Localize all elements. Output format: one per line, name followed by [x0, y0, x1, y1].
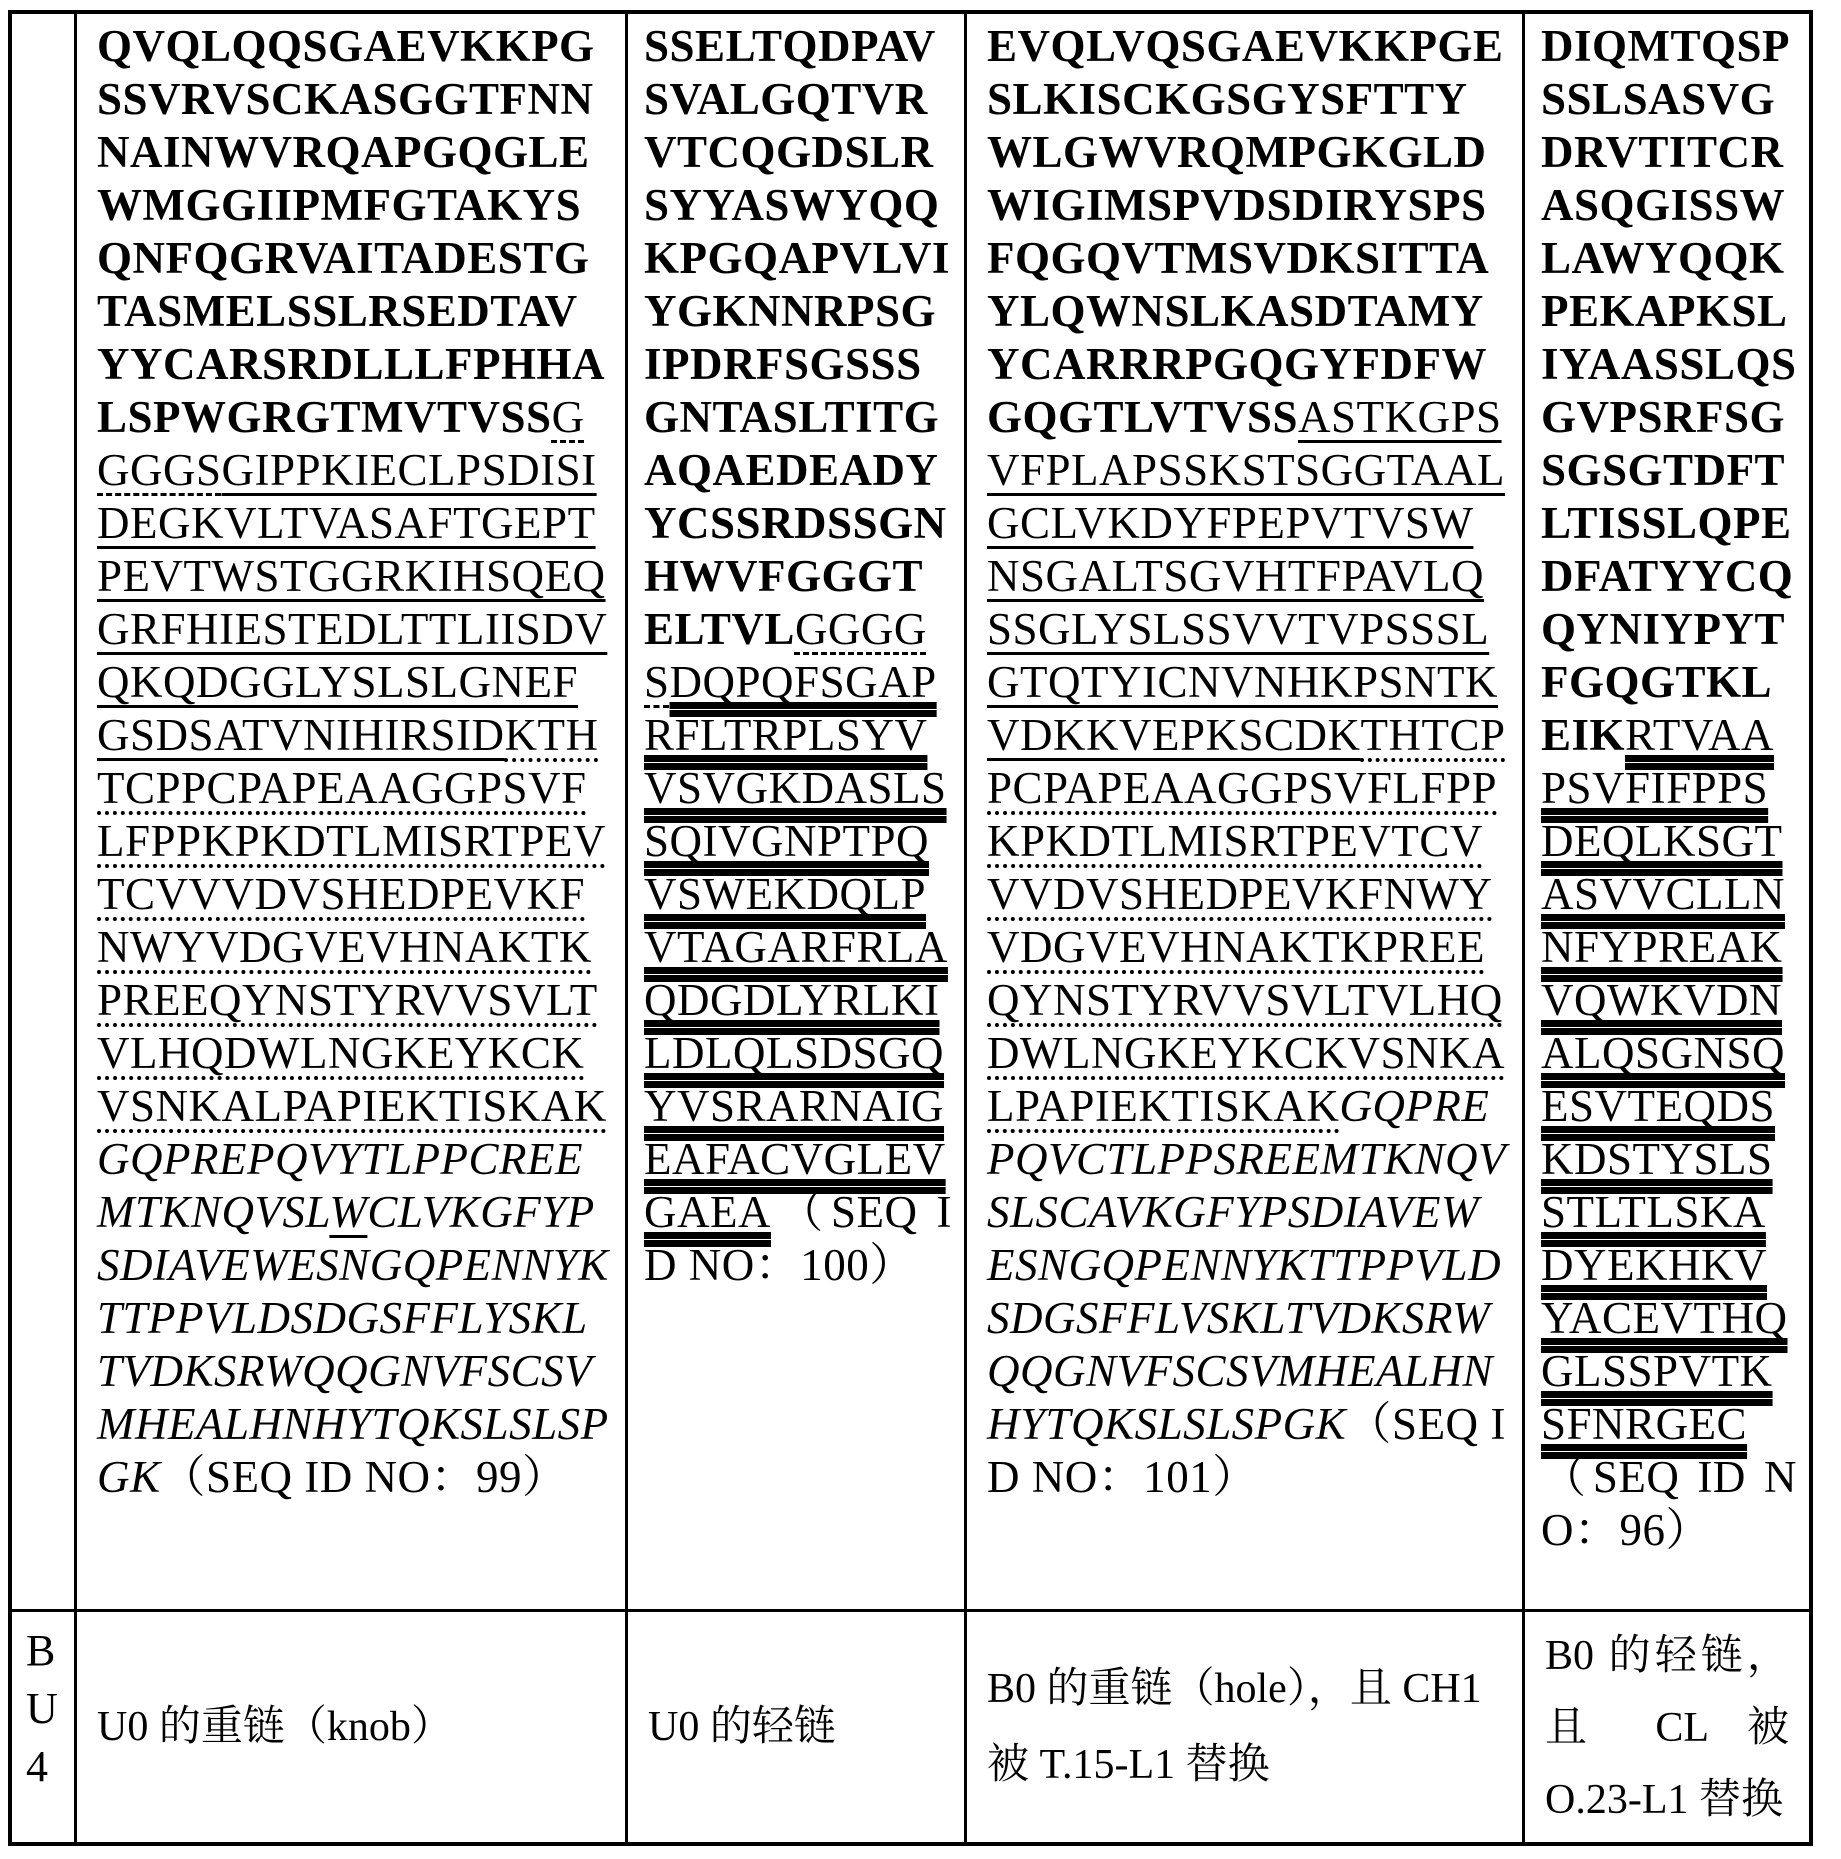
- description-heavy-hole: B0 的重链（hole），且 CH1 被 T.15-L1 替换: [987, 1666, 1482, 1788]
- row-label-cell: [12, 1612, 77, 1842]
- description-light-u0: U0 的轻链: [648, 1704, 836, 1750]
- sequence-cell-heavy-hole: [967, 14, 1525, 1612]
- sequence-cell-light-b0: [1525, 14, 1809, 1612]
- row-label-char-b: B: [26, 1626, 56, 1675]
- description-cell-light-u0: [628, 1612, 967, 1842]
- sequence-text-light-u0: SSELTQDPAVSVALGQTVRVTCQGDSLRSYYASWYQQKPGQAPVLVIYGKNNRPSGIPDRFSGSSSGNTASLTITGAQAEDEADYYCSSRDSSGNHWVFGGGTELTVLGGGGSDQPQFSGAPRFLTRPLSYVVSVGKDASLSSQIVGNPTPQVSWEKDQLPVTAGARFRLAQDGDLYRLKILDLQLSDSGQYVSRARNAIGEAFACVGLEVGAEA（SEQ ID NO：100）: [644, 21, 952, 1290]
- row-label-char-4: 4: [26, 1742, 48, 1791]
- description-heavy-knob: U0 的重链（knob）: [97, 1704, 453, 1750]
- row-label-spacer-cell: [12, 14, 77, 1612]
- description-light-b0: B0 的轻链，且 CL 被 O.23-L1 替换: [1545, 1633, 1789, 1823]
- description-cell-heavy-hole: [967, 1612, 1525, 1842]
- description-cell-light-b0: [1525, 1612, 1809, 1842]
- sequence-table: [8, 10, 1813, 1846]
- sequence-text-heavy-knob: QVQLQQSGAEVKKPGSSVRVSCKASGGTFNNNAINWVRQAPGQGLEWMGGIIPMFGTAKYSQNFQGRVAITADESTGTASMELSSLRSEDTAVYYCARSRDLLLFPHHALSPWGRGTMVTVSSGGGGSGIPPKIECLPSDISIDEGKVLTVASAFTGEPTPEVTWSTGGRKIHSQEQGRFHIESTEDLTTLIISDVQKQDGGLYSLSLGNEFGSDSATVNIHIRSIDKTHTCPPCPAPEAAGGPSVFLFPPKPKDTLMISRTPEVTCVVVDVSHEDPEVKFNWYVDGVEVHNAKTKPREEQYNSTYRVVSVLTVLHQDWLNGKEYKCKVSNKALPAPIEKTISKAKGQPREPQVYTLPPCREEMTKNQVSLWCLVKGFYPSDIAVEWESNGQPENNYKTTPPVLDSDGSFFLYSKLTVDKSRWQQGNVFSCSVMHEALHNHYTQKSLSLSPGK（SEQ ID NO：99）: [97, 21, 609, 1502]
- row-label-char-u: U: [26, 1684, 58, 1733]
- sequence-cell-light-u0: [628, 14, 967, 1612]
- description-cell-heavy-knob: [77, 1612, 628, 1842]
- sequence-cell-heavy-knob: [77, 14, 628, 1612]
- sequence-text-heavy-hole: EVQLVQSGAEVKKPGESLKISCKGSGYSFTTYWLGWVRQMPGKGLDWIGIMSPVDSDIRYSPSFQGQVTMSVDKSITTAYLQWNSLKASDTAMYYCARRRPGQGYFDFWGQGTLVTVSSASTKGPSVFPLAPSSKSTSGGTAALGCLVKDYFPEPVTVSWNSGALTSGVHTFPAVLQSSGLYSLSSVVTVPSSSLGTQTYICNVNHKPSNTKVDKKVEPKSCDKTHTCPPCPAPEAAGGPSVFLFPPKPKDTLMISRTPEVTCVVVDVSHEDPEVKFNWYVDGVEVHNAKTKPREEQYNSTYRVVSVLTVLHQDWLNGKEYKCKVSNKALPAPIEKTISKAKGQPREPQVCTLPPSREEMTKNQVSLSCAVKGFYPSDIAVEWESNGQPENNYKTTPPVLDSDGSFFLVSKLTVDKSRWQQGNVFSCSVMHEALHNHYTQKSLSLSPGK（SEQ ID NO：101）: [987, 21, 1507, 1502]
- sequence-text-light-b0: DIQMTQSPSSLSASVGDRVTITCRASQGISSWLAWYQQKPEKAPKSLIYAASSLQSGVPSRFSGSGSGTDFTLTISSLQPEDFATYYCQQYNIYPYTFGQGTKLEIKRTVAAPSVFIFPPSDEQLKSGTASVVCLLNNFYPREAKVQWKVDNALQSGNSQESVTEQDSKDSTYSLSSTLTLSKADYEKHKVYACEVTHQGLSSPVTKSFNRGEC（SEQ ID NO：96）: [1541, 21, 1797, 1555]
